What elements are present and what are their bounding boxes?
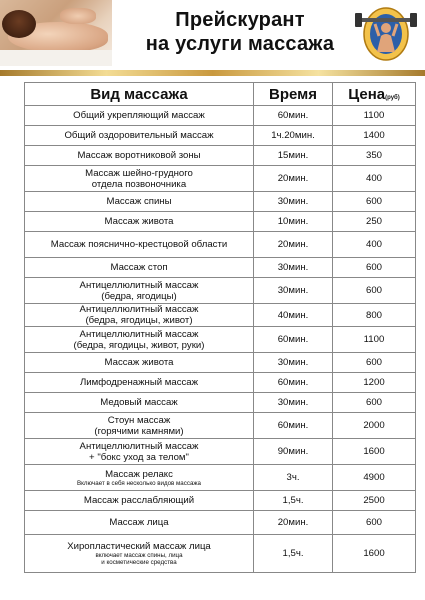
service-name-line: (бедра, ягодицы, живот) — [85, 315, 193, 326]
service-price: 250 — [333, 212, 416, 232]
table-row — [25, 146, 416, 166]
service-price: 1400 — [333, 126, 416, 146]
service-name — [25, 327, 254, 353]
table-row — [25, 327, 416, 353]
service-name — [25, 535, 254, 573]
service-price: 400 — [333, 166, 416, 192]
service-price: 800 — [333, 304, 416, 327]
service-name-line: Антицеллюлитный массаж — [79, 328, 199, 340]
table-header-row — [25, 83, 416, 106]
title-line-1: Прейскурант — [175, 9, 305, 31]
column-header-price — [333, 83, 416, 106]
service-name-line: Общий укрепляющий массаж — [73, 110, 205, 121]
service-price: 2000 — [333, 413, 416, 439]
service-name — [25, 106, 254, 126]
service-price: 1600 — [333, 535, 416, 573]
table-row — [25, 166, 416, 192]
service-time: 60мин. — [254, 413, 333, 439]
service-note: и косметические средства — [101, 559, 177, 566]
price-table — [24, 82, 416, 573]
service-price: 1600 — [333, 439, 416, 465]
service-name-line: Лимфодренажный массаж — [79, 377, 199, 388]
service-name — [25, 511, 254, 535]
price-unit: (руб) — [385, 94, 400, 101]
table-row — [25, 393, 416, 413]
service-time: 1,5ч. — [254, 535, 333, 573]
service-time: 20мин. — [254, 166, 333, 192]
title-line-2: на услуги массажа — [145, 33, 335, 55]
service-name-line: Массаж пояснично-крестцовой области — [50, 239, 228, 250]
gold-divider — [0, 70, 425, 76]
service-time: 30мин. — [254, 192, 333, 212]
service-time: 20мин. — [254, 511, 333, 535]
service-name-line: (бедра, ягодицы) — [101, 290, 177, 302]
service-price: 400 — [333, 232, 416, 258]
service-name-line: Массаж лица — [109, 517, 169, 528]
logo-icon — [355, 4, 417, 64]
service-name-line: Массаж релакс — [105, 468, 173, 480]
service-name — [25, 413, 254, 439]
service-price: 1100 — [333, 106, 416, 126]
service-time: 30мин. — [254, 258, 333, 278]
price-header-label: Цена — [348, 85, 386, 103]
service-note: включает массаж спины, лица — [95, 552, 183, 559]
column-header-name: Вид массажа — [25, 83, 254, 106]
service-name-line: + "бокс уход за телом" — [89, 451, 189, 463]
table-row — [25, 465, 416, 491]
service-name — [25, 146, 254, 166]
service-name — [25, 212, 254, 232]
service-name-line: Антицеллюлитный массаж — [79, 279, 199, 291]
table-row — [25, 535, 416, 573]
service-name-line: (горячими камнями) — [94, 425, 184, 437]
table-row — [25, 106, 416, 126]
table-row — [25, 491, 416, 511]
service-time: 60мин. — [254, 106, 333, 126]
service-price: 1100 — [333, 327, 416, 353]
service-name-line: Антицеллюлитный массаж — [79, 304, 199, 315]
service-price: 350 — [333, 146, 416, 166]
table-row — [25, 304, 416, 327]
service-name-line: Общий оздоровительный массаж — [64, 130, 214, 141]
service-name — [25, 232, 254, 258]
service-time: 60мин. — [254, 373, 333, 393]
service-price: 600 — [333, 393, 416, 413]
service-name — [25, 373, 254, 393]
service-name-line: Массаж расслабляющий — [83, 495, 195, 506]
service-price: 600 — [333, 258, 416, 278]
service-name-line: Массаж шейно-грудного — [85, 167, 193, 179]
service-time: 30мин. — [254, 278, 333, 304]
service-name — [25, 439, 254, 465]
service-name-line: отдела позвоночника — [91, 178, 187, 190]
service-name — [25, 304, 254, 327]
service-name — [25, 166, 254, 192]
service-name-line: Массаж живота — [104, 357, 174, 368]
service-name — [25, 192, 254, 212]
table-row — [25, 232, 416, 258]
table-row — [25, 212, 416, 232]
massage-photo — [0, 0, 112, 66]
table-row — [25, 353, 416, 373]
service-price: 600 — [333, 511, 416, 535]
table-row — [25, 373, 416, 393]
page-title — [115, 8, 365, 56]
service-name — [25, 353, 254, 373]
service-time: 15мин. — [254, 146, 333, 166]
service-name-line: Массаж воротниковой зоны — [77, 150, 201, 161]
service-time: 1ч.20мин. — [254, 126, 333, 146]
table-row — [25, 413, 416, 439]
service-name-line: Массаж живота — [104, 216, 174, 227]
service-name-line: Хиропластический массаж лица — [67, 541, 211, 552]
service-note: Включает в себя несколько видов массажа — [77, 479, 201, 487]
service-name — [25, 258, 254, 278]
service-name-line: Стоун массаж — [107, 414, 171, 426]
header — [0, 0, 425, 70]
service-name — [25, 465, 254, 491]
service-price: 600 — [333, 353, 416, 373]
service-name-line: (бедра, ягодицы, живот, руки) — [73, 339, 205, 351]
table-row — [25, 126, 416, 146]
service-time: 30мин. — [254, 393, 333, 413]
table-row — [25, 258, 416, 278]
service-time: 60мин. — [254, 327, 333, 353]
service-price: 4900 — [333, 465, 416, 491]
service-price: 1200 — [333, 373, 416, 393]
service-name-line: Медовый массаж — [100, 397, 178, 408]
table-row — [25, 192, 416, 212]
service-time: 20мин. — [254, 232, 333, 258]
column-header-time: Время — [254, 83, 333, 106]
table-body — [25, 106, 416, 573]
service-time: 40мин. — [254, 304, 333, 327]
service-time: 10мин. — [254, 212, 333, 232]
service-time: 3ч. — [254, 465, 333, 491]
service-price: 600 — [333, 278, 416, 304]
service-name — [25, 393, 254, 413]
table-row — [25, 439, 416, 465]
service-name — [25, 126, 254, 146]
table-row — [25, 278, 416, 304]
service-name-line: Антицеллюлитный массаж — [79, 440, 199, 452]
service-name-line: Массаж стоп — [110, 262, 168, 273]
service-name — [25, 491, 254, 511]
service-time: 1,5ч. — [254, 491, 333, 511]
table-row — [25, 511, 416, 535]
service-name-line: Массаж спины — [106, 196, 172, 207]
service-time: 30мин. — [254, 353, 333, 373]
service-name — [25, 278, 254, 304]
service-time: 90мин. — [254, 439, 333, 465]
service-price: 600 — [333, 192, 416, 212]
service-price: 2500 — [333, 491, 416, 511]
